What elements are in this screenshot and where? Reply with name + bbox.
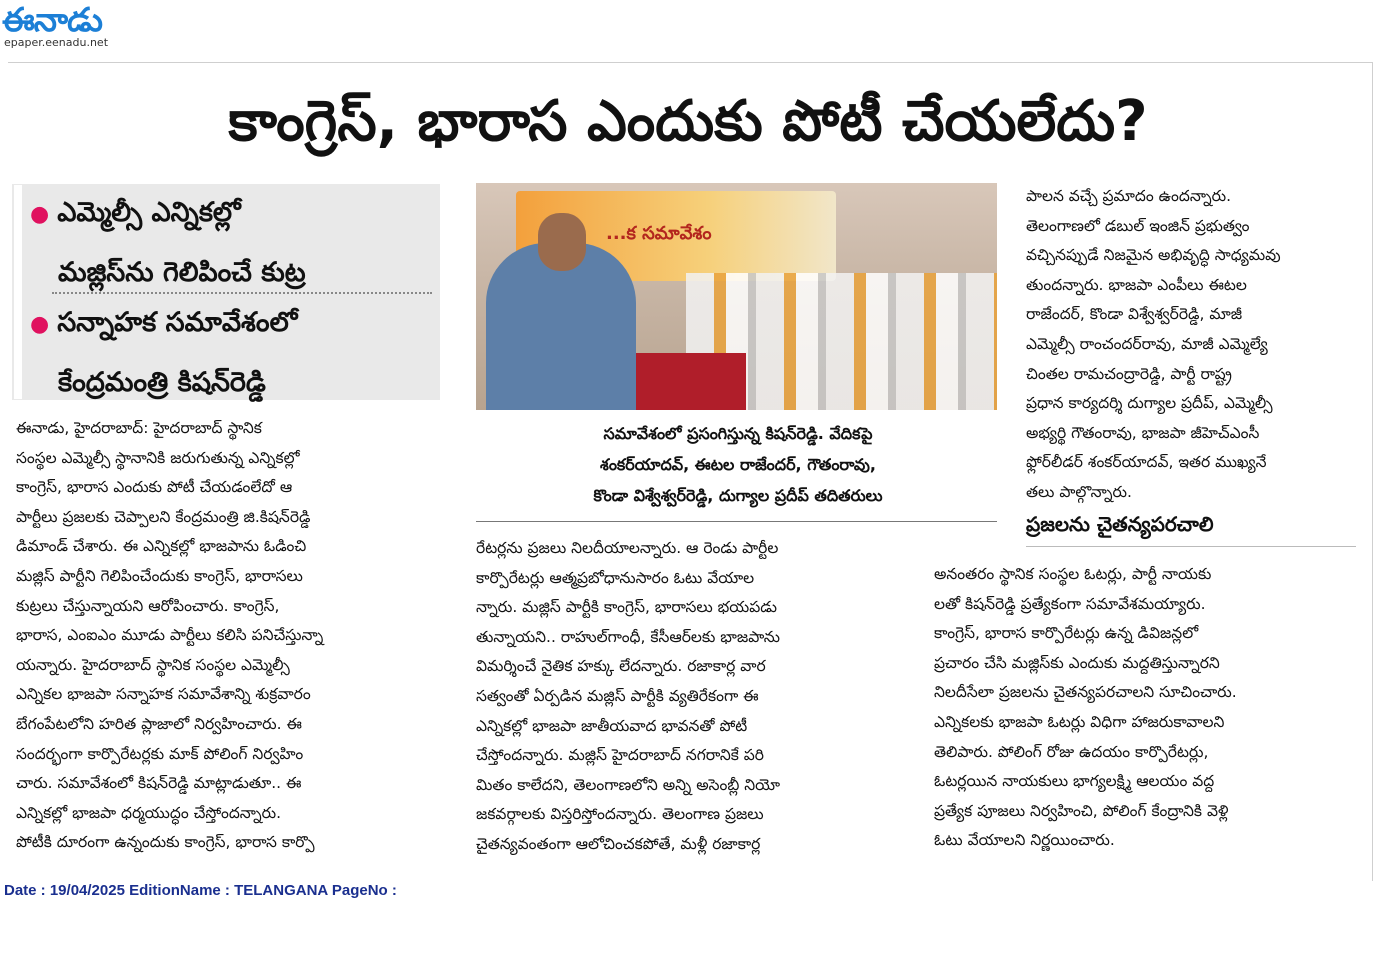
article-line: యన్నారు. హైదరాబాద్ స్థానిక సంస్థల ఎమ్మెల్సీ [16,655,290,674]
bullet-icon: ● [30,312,50,337]
article-line: తున్నాయని.. రాహుల్‌గాంధీ, కేసీఆర్‌లకు భాజపాను [476,627,780,646]
article-line: వచ్చినప్పుడే నిజమైన అభివృద్ధి సాధ్యమవు [1026,246,1281,265]
article-line: ప్రత్యేక పూజలు నిర్వహించి, పోలింగ్ కేంద్రానికి వెళ్లి [934,801,1229,820]
bullet-icon: ● [30,202,50,227]
section-subheading: ప్రజలను చైతన్యపరచాలి [1026,512,1214,536]
article-line: భారాస, ఎంఐఎం మూడు పార్టీలు కలిసి పనిచేస్తున్నా [16,626,324,645]
article-line: ఈనాడు, హైదరాబాద్: హైదరాబాద్ స్థానిక [16,419,262,437]
caption-line: సమావేశంలో ప్రసంగిస్తున్న కిషన్‌రెడ్డి. వేదికపై [603,424,873,443]
article-headline: కాంగ్రెస్, భారాస ఎందుకు పోటీ చేయలేదు? [228,89,1148,154]
photo-banner-text: ...క సమావేశం [606,223,712,244]
article-line: తలు పాల్గొన్నారు. [1026,482,1132,501]
article-column-3-bottom [934,560,1356,856]
article-line: చేస్తోందన్నారు. మజ్లిస్ హైదరాబాద్ నగరానికే పరి [476,746,764,765]
highlight-item-2 [30,294,297,412]
article-line: జకవర్గాలకు విస్తరిస్తోందన్నారు. తెలంగాణ ప్రజలు [476,805,764,824]
article-line: డిమాండ్ చేశారు. ఈ ఎన్నికల్లో భాజపాను ఓడించి [16,537,307,556]
article-line: రాజేందర్, కొండా విశ్వేశ్వర్‌రెడ్డి, మాజీ [1026,305,1243,324]
article-line: చింతల రామచంద్రారెడ్డి, పార్టీ రాష్ట్ర [1026,364,1232,383]
highlight-2-line2: కేంద్రమంత్రి కిషన్‌రెడ్డి [58,367,266,398]
news-photo [476,183,997,410]
highlight-2-line1: సన్నాహక సమావేశంలో [57,307,298,338]
caption-line: శంకర్‌యాదవ్, ఈటల రాజేందర్, గౌతంరావు, [600,455,876,474]
article-line: ఓటు వేయాలని నిర్ణయించారు. [934,831,1115,850]
article-line: చారు. సమావేశంలో కిషన్‌రెడ్డి మాట్లాడుతూ.. ఈ [16,774,302,793]
article-line: ఎన్నికల్లో భాజపా ధర్మయుద్ధం చేస్తోందన్నారు. [16,803,282,822]
photo-podium [636,353,746,410]
article-line: కాంగ్రెస్, భారాస కార్పొరేటర్లు ఉన్న డివిజన్లలో [934,624,1199,643]
logo-wordmark: ఈనాడు [2,0,102,39]
article-line: న్నారు. మజ్లిస్ పార్టీకి కాంగ్రెస్, భారాసలు భయపడు [476,598,778,617]
article-line: లతో కిషన్‌రెడ్డి ప్రత్యేకంగా సమావేశమయ్యారు. [934,594,1206,613]
article-line: అభ్యర్థి గౌతంరావు, భాజపా జీహెచ్ఎంసీ [1026,423,1260,442]
article-line: విమర్శించే నైతిక హక్కు లేదన్నారు. రజాకార్ల వార [476,657,766,676]
article-line: చైతన్యవంతంగా ఆలోచించకపోతే, మళ్లీ రజాకార్ల [476,834,761,853]
article-line: ప్రచారం చేసి మజ్లిస్‌కు ఎందుకు మద్దతిస్తున్నారని [934,653,1220,672]
article-line: ఫ్లోర్‌లీడర్ శంకర్‌యాదవ్, ఇతర ముఖ్యనే [1026,453,1267,472]
article-line: పార్టీలు ప్రజలకు చెప్పాలని కేంద్రమంత్రి జి.కిషన్‌రెడ్డి [16,507,311,526]
article-line: తుందన్నారు. భాజపా ఎంపీలు ఈటల [1026,275,1247,294]
article-line: కాంగ్రెస్, భారాస ఎందుకు పోటీ చేయడంలేదో ఆ [16,478,293,497]
masthead-logo[interactable] [2,0,152,52]
article-line: అనంతరం స్థానిక సంస్థల ఓటర్లు, పార్టీ నాయకు [934,565,1212,583]
photo-caption [478,418,998,511]
article-line: పాలన వచ్చే ప్రమాదం ఉందన్నారు. [1026,187,1232,205]
article-line: సంస్థల ఎమ్మెల్సీ స్థానానికి జరుగుతున్న ఎన్నికల్లో [16,448,300,467]
article-line: సందర్భంగా కార్పొరేటర్లకు మాక్ పోలింగ్ నిర్వహిం [16,744,304,763]
article-line: ఎన్నికలకు భాజపా ఓటర్లు విధిగా హాజరుకావాలని [934,712,1225,731]
article-line: తెలిపారు. పోలింగ్ రోజు ఉదయం కార్పొరేటర్లు, [934,742,1209,761]
site-url: epaper.eenadu.net [4,36,109,49]
highlights-left-bar [14,185,22,399]
highlight-1-line1: ఎమ్మెల్సీ ఎన్నికల్లో [57,197,241,228]
subheading-rule [1026,546,1356,547]
article-column-3-top [1026,182,1356,508]
article-line: సత్వంతో ఏర్పడిన మజ్లిస్ పార్టీకి వ్యతిరేకంగా ఈ [476,686,759,705]
article-line: తెలంగాణలో డబుల్ ఇంజిన్ ప్రభుత్వం [1026,216,1250,235]
caption-line: కొండా విశ్వేశ్వర్‌రెడ్డి, దుగ్యాల ప్రదీప్ తదితరులు [593,486,883,505]
caption-rule [476,521,997,522]
highlight-1-line2: మజ్లిస్‌ను గెలిపించే కుట్ర [58,257,306,288]
article-line: ఓటర్లయిన నాయకులు భాగ్యలక్ష్మి ఆలయం వద్ద [934,772,1215,791]
article-line: ఎన్నికల భాజపా సన్నాహక సమావేశాన్ని శుక్రవారం [16,685,311,704]
highlight-item-1 [30,184,306,302]
article-line: ఎన్నికల్లో భాజపా జాతీయవాద భావనతో పోటీ [476,716,748,735]
article-line: కార్పొరేటర్లు ఆత్మప్రబోధానుసారం ఓటు వేయాల [476,568,755,587]
edition-footer: Date : 19/04/2025 EditionName : TELANGANA PageNo : [4,882,397,899]
article-line: మజ్లిస్ పార్టీని గెలిపించేందుకు కాంగ్రెస్, భారాసలు [16,566,303,585]
article-line: కుట్రలు చేస్తున్నాయని ఆరోపించారు. కాంగ్రెస్, [16,596,280,615]
article-column-1 [16,414,440,858]
article-line: మితం కాలేదని, తెలంగాణలోని అన్ని అసెంబ్లీ నియో [476,775,781,794]
article-line: బేగంపేటలోని హరిత ప్లాజాలో నిర్వహించారు. ఈ [16,714,302,733]
article-line: ఎమ్మెల్సీ రాంచందర్‌రావు, మాజీ ఎమ్మెల్యే [1026,334,1268,353]
article-line: నిలదీసేలా ప్రజలను చైతన్యపరచాలని సూచించారు. [934,683,1237,702]
article-line: రేటర్లను ప్రజలు నిలదీయాలన్నారు. ఆ రెండు పార్టీల [476,539,779,557]
article-line: ప్రధాన కార్యదర్శి దుగ్యాల ప్రదీప్, ఎమ్మెల్సీ [1026,394,1273,413]
article-column-2 [476,534,897,860]
photo-speaker-head [538,213,586,271]
article-line: పోటీకి దూరంగా ఉన్నందుకు కాంగ్రెస్, భారాస కార్పొ [16,833,315,852]
